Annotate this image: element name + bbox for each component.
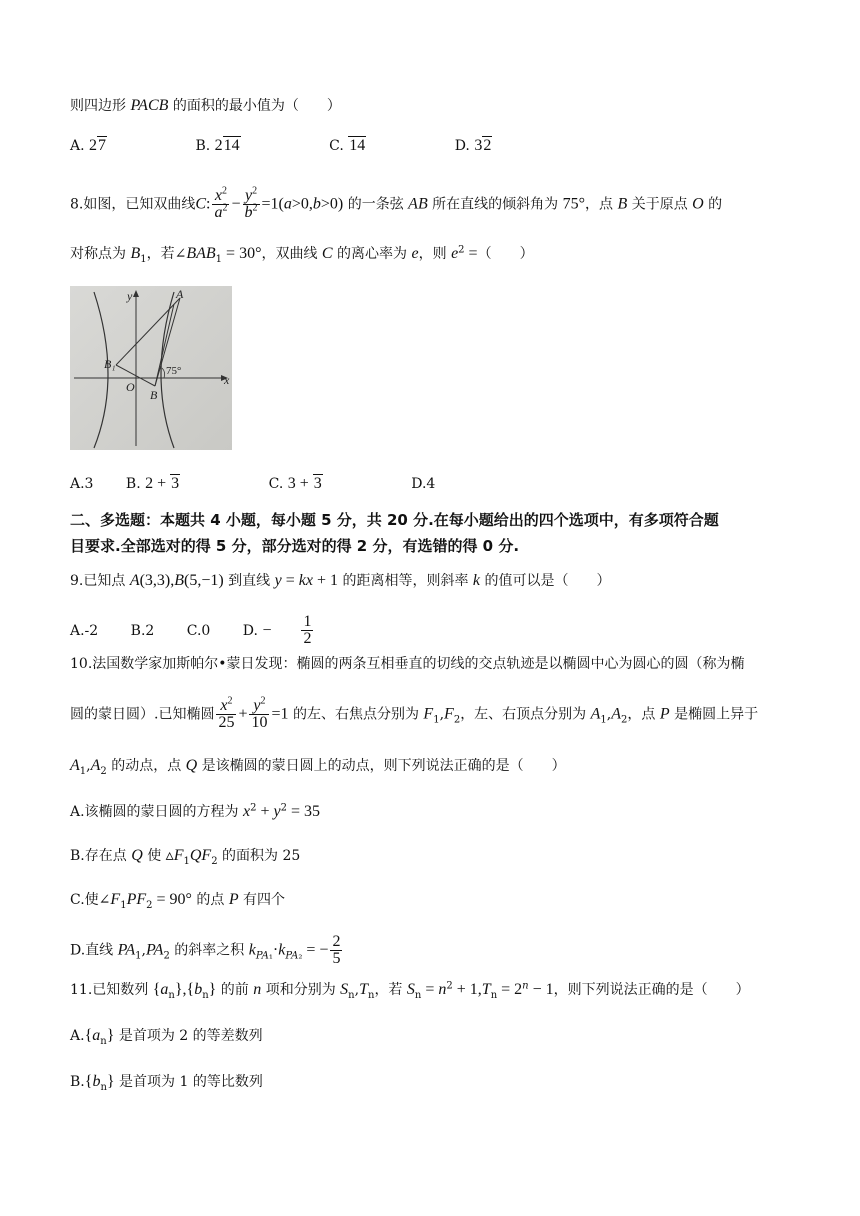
- q10-option-c: C.使$\angle F_1PF_2 = 90^\circ$ 的点 P 有四个: [70, 891, 286, 911]
- q10-line1: 10.法国数学家加斯帕尔•蒙日发现：椭圆的两条互相垂直的切线的交点轨迹是以椭圆中心为圆心的圆（称为椭: [70, 656, 745, 672]
- q7-stem: 则四边形 PACB 的面积的最小值为（ ）: [70, 97, 341, 114]
- q7-option-a: A. 27: [70, 137, 107, 154]
- q9-option-a: A.-2: [70, 622, 99, 639]
- q8-option-b: B. 2 + 3: [125, 475, 180, 492]
- q9-option-b: B.2: [130, 622, 155, 639]
- q9-stem: 9.已知点 A(3,3),B(5,−1) 到直线 y = kx + 1 的距离相等，则斜率 k 的值可以是（ ）: [70, 572, 611, 589]
- label-angle: 75°: [166, 365, 182, 377]
- label-o: O: [126, 380, 135, 394]
- figure-background: [70, 286, 232, 450]
- q9-option-d: D. − $\frac{1}{2}$: [242, 613, 312, 647]
- label-a: A: [176, 287, 184, 301]
- q9-options: [70, 614, 397, 647]
- q11-option-b: $B.\{b_n\}$ 是首项为 1 的等比数列: [70, 1073, 263, 1093]
- section2-heading-line2: 目要求.全部选对的得 5 分，部分选对的得 2 分，有选错的得 0 分.: [70, 537, 520, 555]
- label-b1: B₁: [104, 357, 116, 371]
- q10-option-d: D.直线 $PA_1,PA_2$ 的斜率之积 $k_{PA_1}\cdot k_{PA_2}$ = − $\frac{2}{5}$: [70, 933, 341, 967]
- q10-line2-prefix: 圆的蒙日圆）.已知椭圆: [70, 706, 215, 723]
- label-x: x: [224, 373, 230, 387]
- q8-options: [70, 474, 463, 494]
- label-y: y: [127, 289, 133, 303]
- q10-line3: $A_1,A_2$ 的动点，点 Q 是该椭圆的蒙日圆上的动点，则下列说法正确的是（ ）: [70, 757, 566, 777]
- q7-options: [70, 136, 576, 156]
- q8-line2: 对称点为 $B_1$，若$\angle BAB_1 = 30^\circ$，双曲线 C 的离心率为 e，则 $e^2$ =（ ）: [70, 244, 534, 265]
- q11-stem: 11.已知数列 $\{a_n\},\{b_n\}$ 的前 n 项和分别为 $S_n,T_n$，若 $S_n = n^2 + 1,T_n = 2^n - 1$，则下列说法正确的是（ ）: [70, 980, 750, 1001]
- q8-option-a: A.3: [70, 476, 94, 492]
- label-b: B: [150, 388, 158, 402]
- q10-option-a: A.该椭圆的蒙日圆的方程为 $x^2 + y^2 = 35$: [70, 802, 321, 820]
- section2-heading-line1: 二、多选题：本题共 4 小题，每小题 5 分，共 20 分.在每小题给出的四个选项中，有多项符合题: [70, 511, 719, 529]
- q8-option-d: D.4: [411, 476, 436, 492]
- q10-line2: 圆的蒙日圆）.已知椭圆 $\frac{x^2}{25}$ + $\frac{y^2}{10}$ =1 的左、右焦点分别为 $F_1,F_2$，左、右顶点分别为 $A_1,A_2$，点 P 是椭圆上异于: [70, 695, 759, 731]
- q7-option-d: D. 32: [454, 137, 492, 154]
- q8-option-c: C. 3 + 3: [268, 475, 322, 492]
- hyperbola-figure: [70, 286, 232, 450]
- q10-option-b: B.存在点 Q 使 $▵F_1QF_2$ 的面积为 25: [70, 847, 301, 867]
- q7-option-b: B. 214: [195, 137, 240, 154]
- q9-option-c: C.0: [186, 622, 211, 639]
- q8-line1: 8.如图，已知双曲线C: $\frac{x^2}{a^2}$ − $\frac{y^2}{b^2}$ =1(a>0,b>0) 的一条弦 AB 所在直线的倾斜角为 75°，点 B 关于原点 O 的: [70, 185, 723, 221]
- q7-option-c: C. 14: [329, 137, 366, 154]
- q11-option-a: $A.\{a_n\}$ 是首项为 2 的等差数列: [70, 1027, 263, 1047]
